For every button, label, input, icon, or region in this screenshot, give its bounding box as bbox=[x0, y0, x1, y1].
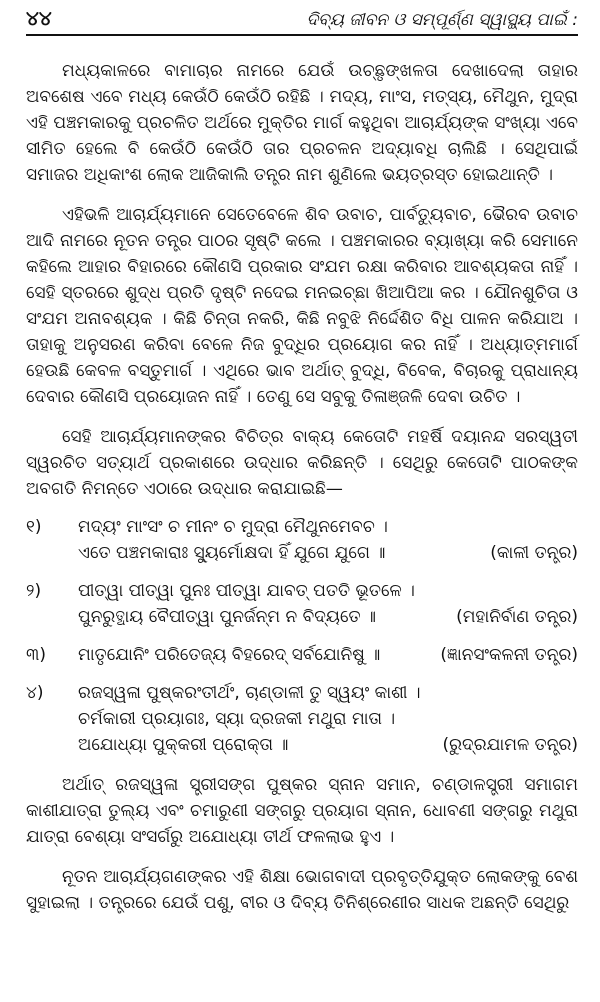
verse-source: (ରୁଦ୍ରଯାମଳ ତନ୍ତ୍ର) bbox=[442, 735, 578, 755]
verse-text: ପୀତ୍ୱା ପୀତ୍ୱା ପୁନଃ ପୀତ୍ୱା ଯାବତ୍ ପତତି ଭୂତଳେ । bbox=[78, 581, 415, 601]
verse-source: (କାଳୀ ତନ୍ତ୍ର) bbox=[490, 543, 578, 563]
verse-text: ମଦ୍ୟଂ ମାଂସଂ ଚ ମୀନଂ ଚ ମୁଦ୍ରା ମୈଥୁନମେବଚ । bbox=[78, 517, 388, 537]
running-title: ଦିବ୍ୟ ଜୀବନ ଓ ସମ୍ପୂର୍ଣ୍ଣ ସ୍ୱାସ୍ଥ୍ୟ ପାଇଁ : bbox=[306, 10, 578, 30]
verse-text: ଏତେ ପଞ୍ଚମକାରାଃ ସ୍ୟୁର୍ମୋକ୍ଷଦା ହିଁ ଯୁଗେ ଯୁଗେ ॥ bbox=[78, 543, 386, 563]
verse-item bbox=[26, 514, 578, 566]
verse-number: ୪) bbox=[26, 683, 44, 703]
verse-item bbox=[26, 578, 578, 630]
verse-text: ଚର୍ମକାରୀ ପ୍ରୟାଗଃ, ସ୍ୟା ଦ୍ରଜକୀ ମଥୁରା ମାତା । bbox=[78, 709, 396, 729]
verse-body bbox=[78, 578, 578, 630]
verse-source: (ଜ୍ଞାନସଂକଳନୀ ତନ୍ତ୍ର) bbox=[440, 645, 578, 665]
page-number: ୪୪ bbox=[26, 6, 52, 30]
verse-number: ୨) bbox=[26, 581, 42, 601]
verse-line bbox=[78, 706, 578, 732]
verse-number: ୩) bbox=[26, 645, 46, 665]
verse-line bbox=[78, 732, 578, 758]
body-paragraph: ମଧ୍ୟକାଳରେ ବାମାଚାର ନାମରେ ଯେଉଁ ଉଚ୍ଛୃଙ୍ଖଳତା ଦେଖାଦେଲା ତାହାର ଅବଶେଷ ଏବେ ମଧ୍ୟ କେଉଁଠି କେଉଁଠି ରହିଛି । ମଦ୍ୟ, ମାଂସ, ମତ୍ସ୍ୟ, ମୈଥୁନ, ମୁଦ୍ରା ଏହି ପଞ୍ଚମକାରକୁ ପ୍ରଚଳିତ ଅର୍ଥରେ ମୁକ୍ତିର ମାର୍ଗ କହୁଥିବା ଆଚାର୍ଯ୍ୟଙ୍କ ସଂଖ୍ୟା ଏବେ ସୀମିତ ହେଲେ ବି କେଉଁଠି କେଉଁଠି ତାର ପ୍ରଚଳନ ଅଦ୍ୟାବଧି ଚାଲିଛି । ସେଥିପାଇଁ ସମାଜର ଅଧିକାଂଶ ଲୋକ ଆଜିକାଲି ତନ୍ତ୍ର ନାମ ଶୁଣିଲେ ଭୟତ୍ରସ୍ତ ହୋଇଥାନ୍ତି । bbox=[26, 61, 578, 185]
verse-text: ଅଯୋଧ୍ୟା ପୁକ୍‌କରୀ ପ୍ରୋକ୍ତା ॥ bbox=[78, 735, 289, 755]
verse-item bbox=[26, 680, 578, 758]
verse-line bbox=[78, 514, 578, 540]
verse-line bbox=[78, 604, 578, 630]
verse-list bbox=[26, 514, 578, 758]
verse-text: ରଜସ୍ୱଳା ପୁଷ୍କରଂତୀର୍ଥଂ, ଚାଣ୍ଡାଳୀ ତୁ ସ୍ୱୟଂ କାଶୀ । bbox=[78, 683, 421, 703]
verse-line bbox=[78, 540, 578, 566]
verse-number: ୧) bbox=[26, 517, 42, 537]
verse-body bbox=[78, 514, 578, 566]
body-paragraph: ସେହି ଆଚାର୍ଯ୍ୟମାନଙ୍କର ବିଚିତ୍ର ବାକ୍ୟ କେତୋଟି ମହର୍ଷି ଦୟାନନ୍ଦ ସରସ୍ୱତୀ ସ୍ୱରଚିତ ସତ୍ୟାର୍ଥ ପ୍ରକାଶରେ ଉଦ୍ଧାର କରିଛନ୍ତି । ସେଥିରୁ କେତୋଟି ପାଠକଙ୍କ ଅବଗତି ନିମନ୍ତେ ଏଠାରେ ଉଦ୍ଧାର କରାଯାଇଛି— bbox=[26, 427, 578, 499]
verse-item bbox=[26, 642, 578, 668]
verse-body bbox=[78, 642, 578, 668]
verse-text: ପୁନରୁତ୍ଥାୟ ବୈପୀତ୍ୱା ପୁନର୍ଜନ୍ମ ନ ବିଦ୍ୟତେ ॥ bbox=[78, 607, 377, 627]
verse-line bbox=[78, 680, 578, 706]
verse-body bbox=[78, 680, 578, 758]
body-paragraph: ନୂତନ ଆଚାର୍ଯ୍ୟଗଣଙ୍କର ଏହି ଶିକ୍ଷା ଭୋଗବାଦୀ ପ୍ରବୃତ୍ତିଯୁକ୍ତ ଲୋକଙ୍କୁ ବେଶ ସୁହାଇଲା । ତନ୍ତ୍ରରେ ଯେଉଁ ପଶୁ, ବୀର ଓ ଦିବ୍ୟ ତିନିଶ୍ରେଣୀର ସାଧକ ଅଛନ୍ତି ସେଥିରୁ bbox=[26, 867, 578, 913]
page-header bbox=[26, 0, 578, 30]
header-rule bbox=[26, 34, 578, 36]
verse-line bbox=[78, 578, 578, 604]
verse-line bbox=[78, 642, 578, 668]
body-paragraph: ଏହିଭଳି ଆଚାର୍ଯ୍ୟମାନେ ସେତେବେଳେ ଶିବ ଉବାଚ, ପାର୍ବତ୍ୟୁବାଚ, ଭୈରବ ଉବାଚ ଆଦି ନାମରେ ନୂତନ ତନ୍ତ୍ର ପାଠର ସୃଷ୍ଟି କଲେ । ପଞ୍ଚମକାରର ବ୍ୟାଖ୍ୟା କରି ସେମାନେ କହିଲେ ଆହାର ବିହାରରେ କୌଣସି ପ୍ରକାର ସଂଯମ ରକ୍ଷା କରିବାର ଆବଶ୍ୟକତା ନାହିଁ । ସେହି ସ୍ତରରେ ଶୁଦ୍ଧ ପ୍ରତି ଦୃଷ୍ଟି ନଦେଇ ମନଇଚ୍ଛା ଖିଆପିଆ କର । ଯୌନଶୁଚିତା ଓ ସଂଯମ ଅନାବଶ୍ୟକ । କିଛି ଚିନ୍ତା ନକରି, କିଛି ନବୁଝି ନିର୍ଦ୍ଦେଶିତ ବିଧି ପାଳନ କରିଯାଅ । ତାହାକୁ ଅନୁସରଣ କରିବା ବେଳେ ନିଜ ବୁଦ୍ଧିର ପ୍ରୟୋଗ କର ନାହିଁ । ଅଧ୍ୟାତ୍ମମାର୍ଗ ହେଉଛି କେବଳ ବସ୍ତୁମାର୍ଗ । ଏଥିରେ ଭାବ ଅର୍ଥାତ୍ ବୁଦ୍ଧି, ବିବେକ, ବିଚାରକୁ ପ୍ରାଧାନ୍ୟ ଦେବାର କୌଣସି ପ୍ରୟୋଜନ ନାହିଁ । ତେଣୁ ସେ ସବୁକୁ ତିଳାଞ୍ଜଳି ଦେବା ଉଚିତ । bbox=[26, 205, 578, 407]
body-paragraph: ଅର୍ଥାତ୍ ରଜସ୍ୱଳା ସ୍ତ୍ରୀସଙ୍ଗ ପୁଷ୍କର ସ୍ନାନ ସମାନ, ଚଣ୍ଡାଳସ୍ତ୍ରୀ ସମାଗମ କାଶୀଯାତ୍ରା ତୁଲ୍ୟ ଏବଂ ଚମାରୁଣୀ ସଙ୍ଗରୁ ପ୍ରୟାଗ ସ୍ନାନ, ଧୋବଣୀ ସଙ୍ଗରୁ ମଥୁରା ଯାତ୍ରା ବେଶ୍ୟା ସଂସର୍ଗରୁ ଅଯୋଧ୍ୟା ତୀର୍ଥ ଫଳଲାଭ ହୁଏ । bbox=[26, 775, 578, 847]
verse-text: ମାତୃଯୋନିଂ ପରିତେଜ୍ୟ ବିହରେଦ୍ ସର୍ବଯୋନିଷୁ ॥ bbox=[78, 645, 381, 665]
verse-source: (ମହାନିର୍ବାଣ ତନ୍ତ୍ର) bbox=[456, 607, 578, 627]
